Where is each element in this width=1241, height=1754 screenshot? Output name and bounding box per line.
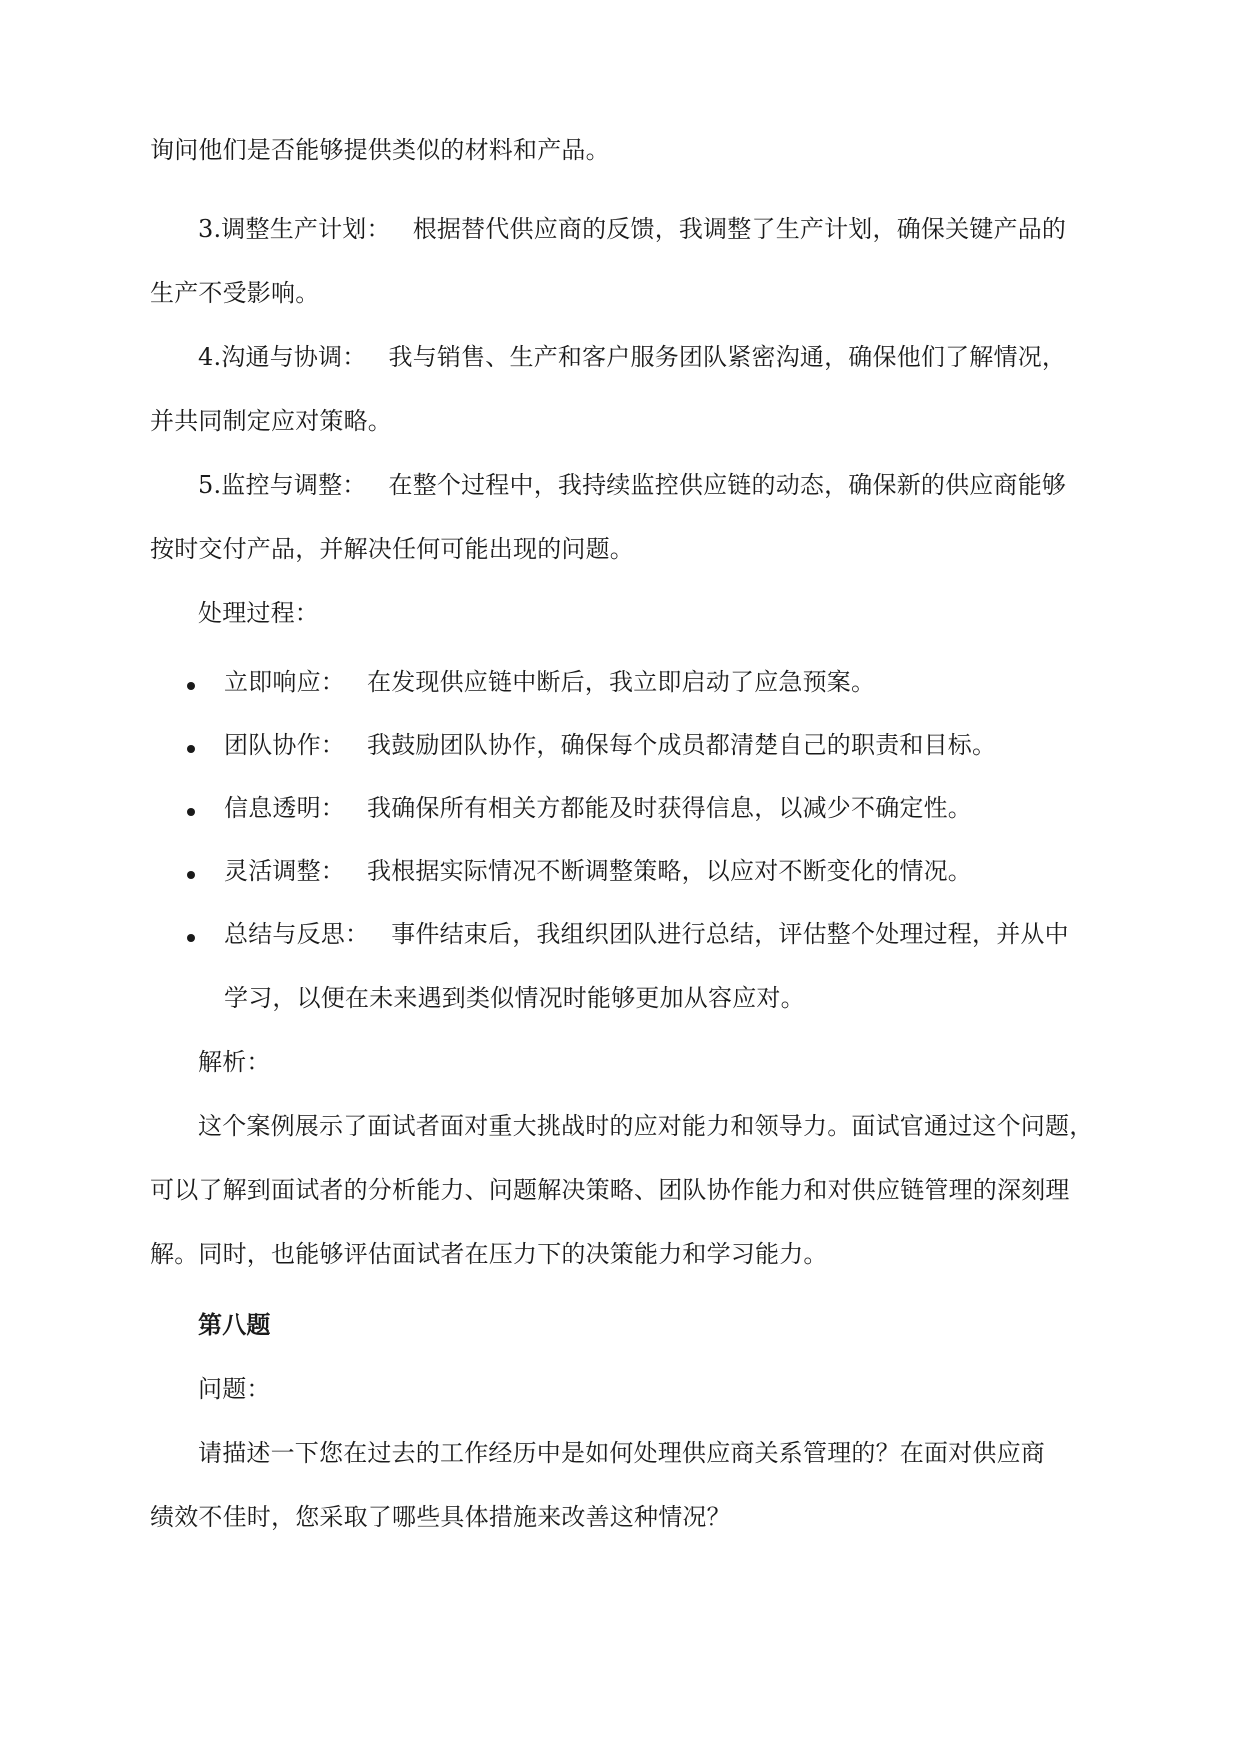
bullet-text: 在发现供应链中断后，我立即启动了应急预案。 [367, 668, 876, 696]
bullet-item-4 [224, 856, 972, 886]
bullet-item-5-line-2: 学习，以便在未来遇到类似情况时能够更加从容应对。 [224, 984, 805, 1012]
bullet-text: 事件结束后，我组织团队进行总结，评估整个处理过程，并从中 [391, 920, 1069, 948]
bullet-label: 信息透明： [224, 794, 345, 822]
step-3-text: 根据替代供应商的反馈，我调整了生产计划，确保关键产品的 [412, 215, 1067, 243]
step-4-label: 4.沟通与协调： [198, 343, 367, 371]
bullet-dot [187, 682, 195, 690]
step-3-label: 3.调整生产计划： [198, 215, 391, 243]
process-heading: 处理过程： [198, 599, 319, 627]
step-3-line-2: 生产不受影响。 [150, 279, 320, 307]
bullet-label: 总结与反思： [224, 920, 370, 948]
bullet-text: 我鼓励团队协作，确保每个成员都清楚自己的职责和目标。 [367, 731, 997, 759]
bullet-label: 立即响应： [224, 668, 345, 696]
bullet-item-3 [224, 793, 972, 823]
step-4-line-2: 并共同制定应对策略。 [150, 407, 392, 435]
step-4-text: 我与销售、生产和客户服务团队紧密沟通，确保他们了解情况， [388, 343, 1067, 371]
step-4-line-1 [198, 342, 1066, 372]
step-3-line-1 [198, 214, 1066, 244]
step-5-text: 在整个过程中，我持续监控供应链的动态，确保新的供应商能够 [388, 471, 1067, 499]
question-line-1: 请描述一下您在过去的工作经历中是如何处理供应商关系管理的？在面对供应商 [198, 1439, 1045, 1467]
analysis-line-3: 解。同时，也能够评估面试者在压力下的决策能力和学习能力。 [150, 1240, 828, 1268]
analysis-heading: 解析： [198, 1048, 271, 1076]
section-title: 第八题 [198, 1310, 271, 1339]
step-5-line-1 [198, 470, 1066, 500]
analysis-line-1: 这个案例展示了面试者面对重大挑战时的应对能力和领导力。面试官通过这个问题， [198, 1112, 1094, 1140]
question-heading: 问题： [198, 1375, 271, 1403]
bullet-item-2 [224, 730, 996, 760]
bullet-item-1 [224, 667, 875, 697]
bullet-dot [187, 808, 195, 816]
bullet-dot [187, 934, 195, 942]
bullet-dot [187, 871, 195, 879]
bullet-text: 我根据实际情况不断调整策略，以应对不断变化的情况。 [367, 857, 972, 885]
step-5-line-2: 按时交付产品，并解决任何可能出现的问题。 [150, 535, 634, 563]
bullet-text: 我确保所有相关方都能及时获得信息，以减少不确定性。 [367, 794, 972, 822]
analysis-line-2: 可以了解到面试者的分析能力、问题解决策略、团队协作能力和对供应链管理的深刻理 [150, 1176, 1070, 1204]
bullet-dot [187, 745, 195, 753]
bullet-label: 团队协作： [224, 731, 345, 759]
step-5-label: 5.监控与调整： [198, 471, 367, 499]
bullet-item-5 [224, 919, 1069, 949]
question-line-2: 绩效不佳时，您采取了哪些具体措施来改善这种情况？ [150, 1503, 731, 1531]
paragraph-line: 询问他们是否能够提供类似的材料和产品。 [150, 136, 610, 164]
bullet-label: 灵活调整： [224, 857, 345, 885]
